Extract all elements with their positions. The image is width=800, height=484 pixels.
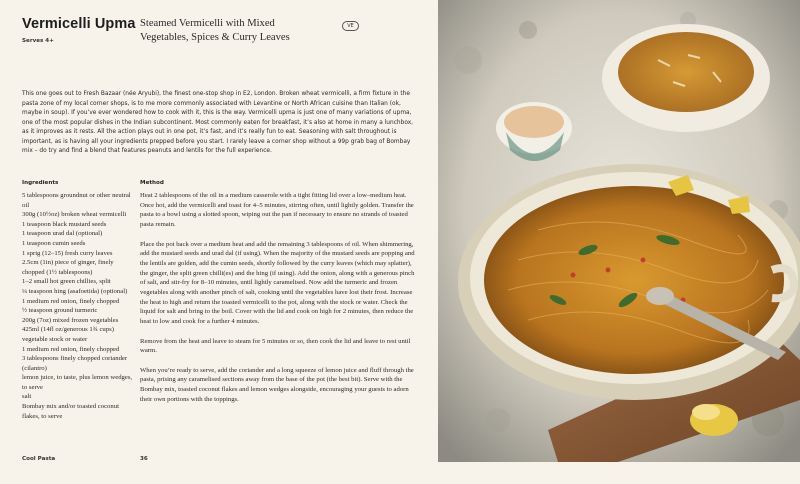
page-number: 36 bbox=[140, 456, 148, 462]
ingredient-item: 1 medium red onion, finely chopped bbox=[22, 345, 120, 353]
ingredient-item: 300g (10½oz) broken wheat vermicelli bbox=[22, 211, 127, 219]
lemon-flesh bbox=[692, 404, 720, 420]
ingredient-item: 1–2 small hot green chillies, split bbox=[22, 278, 111, 286]
ingredient-item: ¼ teaspoon hing (asafoetida) (optional) bbox=[22, 287, 128, 295]
ingredient-item: Bombay mix and/or toasted coconut flakes, to serve bbox=[22, 403, 119, 420]
ingredient-item: 2.5cm (1in) piece of ginger, finely chopped (1½ tablespoons) bbox=[22, 259, 114, 276]
recipe-intro: This one goes out to Fresh Bazaar (née Aryubi), the finest one-stop shop in E2, London. Broken wheat vermicelli, a firm fixture in the pasta zone of my local corner shops, is to me more commonly associated with Levantine or North African cuisine than Italian (ok, maybe in soup). If you’ve ever wondered how to cook with it, this is the way. Vermicelli upma is just one of many variations of upma, one of the most popular dishes in the Indian subcontinent. Most commonly eaten for breakfast, it’s also at home in many a lunchbox, as it improves as it rests. All the action plays out in one pot, it’s fast, and it’s really fun to eat. Seasoning with salt throughout is important, as is having all your ingredients prepped before you start. I rarely leave a corner shop without a 99p grab bag of Bombay mix – do try and find a blend that features peanuts and lentils for the full experience. bbox=[22, 91, 414, 154]
ingredient-item: ½ teaspoon ground turmeric bbox=[22, 307, 98, 315]
serves-label: Serves 4+ bbox=[22, 38, 54, 44]
method-steps bbox=[140, 191, 420, 414]
method-step: When you’re ready to serve, add the coriander and a long squeeze of lemon juice and fluff through the pasta, prising any caramelised sections away from the base of the pot (the best bit). Serve with the Bombay mix, toasted coconut flakes and lemon wedges alongside, encouraging your guests to adorn their own portions with the toppings. bbox=[140, 366, 414, 403]
ingredient-item: 1 teaspoon cumin seeds bbox=[22, 239, 86, 247]
method-step: Remove from the heat and leave to steam for 5 minutes or so, then cook the lid and leave to rest until warm. bbox=[140, 337, 411, 355]
ingredient-item: lemon juice, to taste, plus lemon wedges, to serve bbox=[22, 374, 133, 391]
food-photo-illustration bbox=[438, 0, 800, 462]
pot-noodles bbox=[484, 186, 784, 374]
ingredients-heading: Ingredients bbox=[22, 180, 59, 186]
ingredient-item: 5 tablespoons groundnut or other neutral oil bbox=[22, 192, 131, 209]
spoon-bowl bbox=[646, 287, 674, 305]
bowl-noodles bbox=[618, 32, 754, 112]
vegan-badge: VE bbox=[342, 21, 359, 31]
ingredient-item: 1 teaspoon urad dal (optional) bbox=[22, 230, 103, 238]
subtitle-line-1: Steamed Vermicelli with Mixed bbox=[140, 18, 275, 29]
subtitle-line-2: Vegetables, Spices & Curry Leaves bbox=[140, 32, 290, 43]
recipe-subtitle bbox=[140, 17, 340, 45]
chai-drink bbox=[504, 106, 564, 138]
section-footer: Cool Pasta bbox=[22, 456, 56, 462]
food-photo bbox=[438, 0, 800, 462]
ingredient-item: 425ml (14fl oz/generous 1¾ cups) vegetable stock or water bbox=[22, 326, 114, 343]
ingredients-list bbox=[22, 191, 134, 421]
recipe-title: Vermicelli Upma bbox=[22, 16, 136, 32]
method-heading: Method bbox=[140, 180, 164, 186]
ingredient-item: 1 teaspoon black mustard seeds bbox=[22, 220, 107, 228]
ingredient-item: 3 tablespoons finely chopped coriander (cilantro) bbox=[22, 355, 128, 372]
ingredient-item: salt bbox=[22, 393, 32, 401]
ingredient-item: 1 sprig (12–15) fresh curry leaves bbox=[22, 249, 113, 257]
method-step: Heat 2 tablespoons of the oil in a medium casserole with a tight fitting lid over a low–medium heat. Once hot, add the vermicelli and toast for 4–5 minutes, stirring often, until lightly golden. Transfer the pasta to a bowl using a slotted spoon, wiping out the pan if necessary to ensure no strands of toasted pasta remain. bbox=[140, 192, 414, 229]
method-step: Place the pot back over a medium heat and add the remaining 3 tablespoons of oil. When shimmering, add the mustard seeds and urad dal (if using). When the majority of the mustard seeds are popping and the lentils are golden, add the cumin seeds, shortly followed by the curry leaves (which may splatter), the ginger, the split green chilli(es) and the hing (if using). Add the onion, along with a generous pinch of salt, and stir-fry for 8–10 minutes, until lightly caramelised. Now add the turmeric and frozen vegetables along with another pinch of salt, cooking until the vegetables have lost their frost. Increase the heat to high and return the toasted vermicelli to the pot, along with the stock or water. Check the liquid for salt and bring to the boil. Cover with the lid and cook on high for 2 minutes, then reduce the heat to low and cook for a further 4 minutes. bbox=[140, 240, 415, 326]
ingredient-item: 1 medium red onion, finely chopped bbox=[22, 297, 120, 305]
ingredient-item: 200g (7oz) mixed frozen vegetables bbox=[22, 316, 119, 324]
